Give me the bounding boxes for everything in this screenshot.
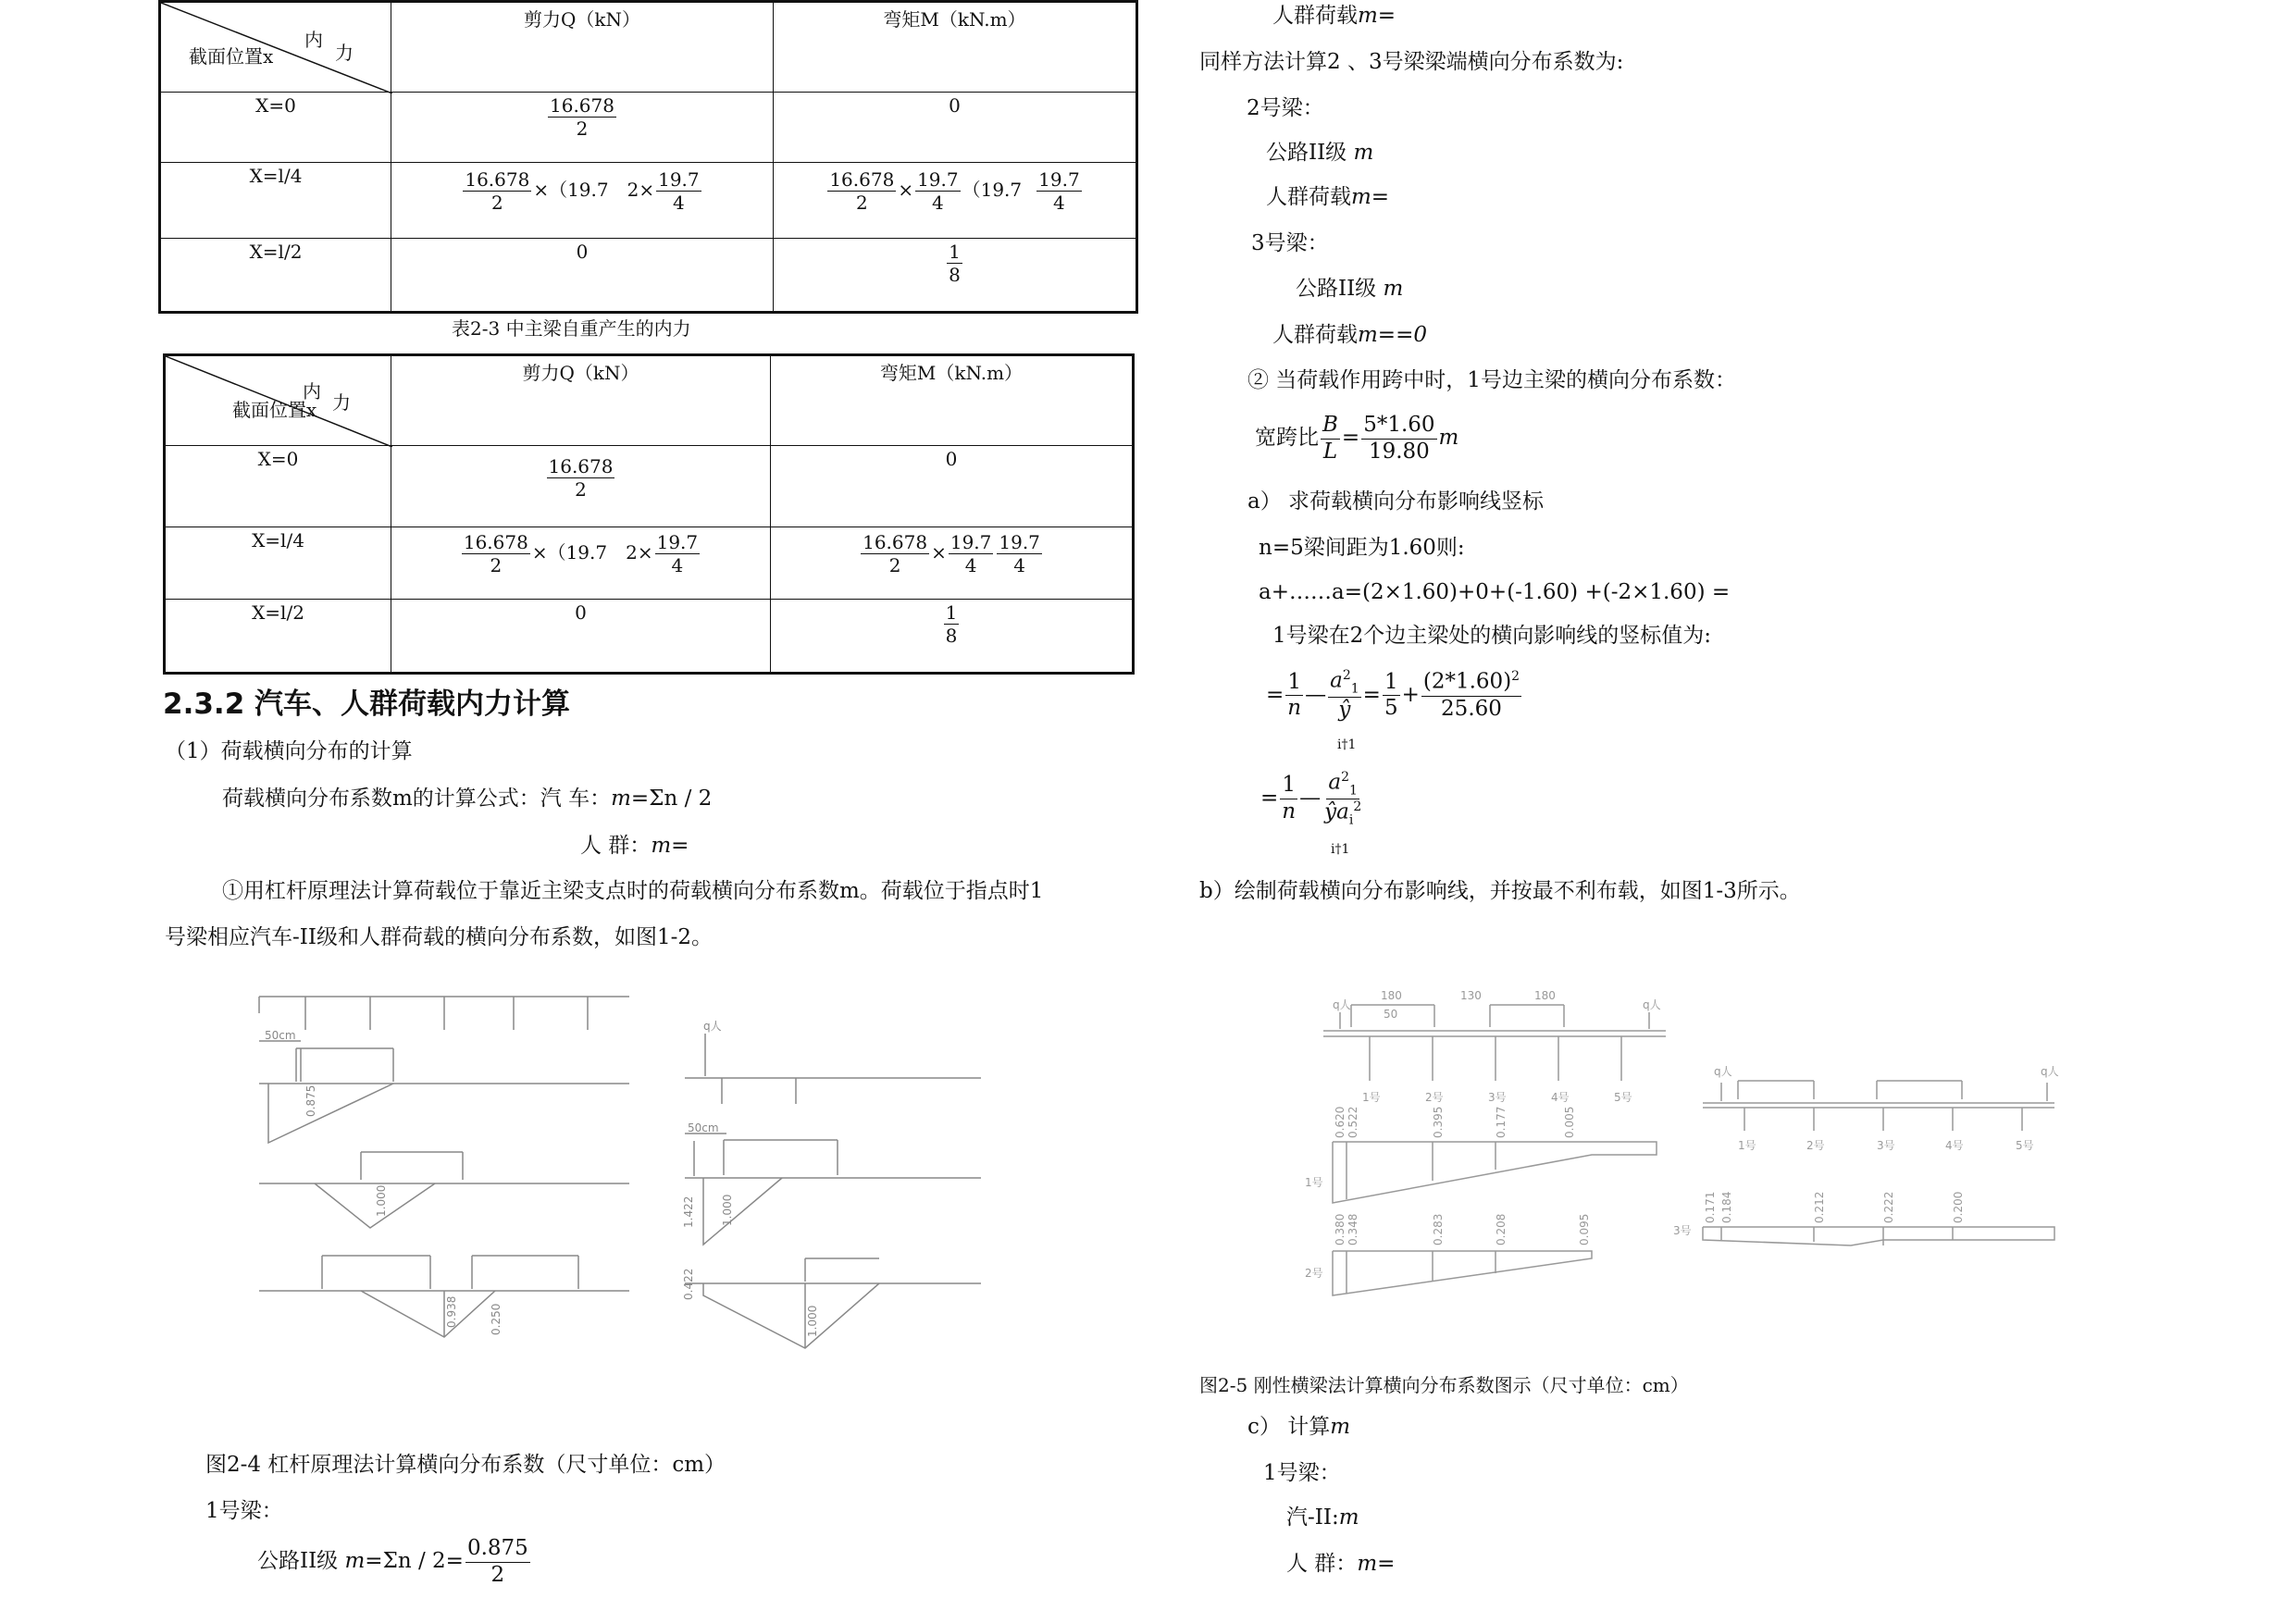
svg-text:q人: q人: [2041, 1065, 2059, 1078]
svg-text:180: 180: [1534, 989, 1556, 1002]
svg-text:0.283: 0.283: [1432, 1213, 1445, 1245]
formula-line: 荷载横向分布系数m的计算公式：汽 车：m=Σn / 2: [222, 787, 713, 811]
moment-cell: $\frac{16.678}{2}$ × $\frac{19.7}{4}$ （19.7 $\frac{19.7}{4}$: [774, 163, 1137, 239]
paragraph: 1号梁：: [205, 1499, 283, 1523]
formula-line: 公路II级 m: [1266, 141, 1374, 165]
formula-line: 人 群：m=: [580, 834, 689, 858]
table-row: [160, 239, 1137, 313]
section-cell: X=l/2: [165, 600, 391, 674]
formula-line: 宽跨比 $\frac{B}{L}$ = $\frac{5*1.60}{19.80}$ m: [1255, 413, 1459, 464]
svg-text:4号: 4号: [1945, 1139, 1964, 1152]
sum-index: i†1: [1331, 842, 1350, 857]
paragraph: 2号梁：: [1247, 96, 1324, 120]
svg-text:0.395: 0.395: [1432, 1106, 1445, 1138]
header-section-label: 截面位置x: [189, 45, 274, 68]
section-cell: X=l/4: [160, 163, 391, 239]
svg-text:0.212: 0.212: [1813, 1191, 1826, 1223]
shear-cell: $\frac{16.678}{2}$: [391, 446, 771, 527]
table-row: [165, 600, 1134, 674]
svg-text:1号: 1号: [1738, 1139, 1756, 1152]
svg-text:0.171: 0.171: [1704, 1191, 1717, 1223]
header-section-label: 截面位置x: [232, 399, 317, 421]
svg-text:q人: q人: [1714, 1065, 1732, 1078]
moment-cell: $\frac{16.678}{2}$ × $\frac{19.7}{4}$ $\frac{19.7}{4}$: [771, 527, 1134, 600]
svg-text:1号: 1号: [1362, 1091, 1381, 1104]
shear-cell: 0: [391, 239, 774, 313]
svg-text:0.380: 0.380: [1334, 1213, 1347, 1245]
paragraph: 3号梁：: [1251, 231, 1329, 255]
paragraph: b）绘制荷载横向分布影响线，并按最不利布载，如图1-3所示。: [1199, 879, 1801, 903]
svg-text:0.348: 0.348: [1347, 1213, 1359, 1245]
svg-text:180: 180: [1381, 989, 1402, 1002]
table-internal-force-1: [158, 0, 1138, 314]
svg-text:1号: 1号: [1305, 1176, 1323, 1189]
section-cell: X=l/4: [165, 527, 391, 600]
table-row: [160, 93, 1137, 163]
figure-caption: 图2-4 杠杆原理法计算横向分布系数（尺寸单位：cm）: [205, 1453, 726, 1477]
svg-text:0.422: 0.422: [682, 1268, 695, 1300]
column-header-shear: 剪力Q（kN）: [391, 355, 771, 446]
svg-text:q人: q人: [1333, 998, 1351, 1011]
paragraph: a） 求荷载横向分布影响线竖标: [1247, 489, 1545, 514]
formula-line: 公路II级 m=Σn / 2= $\frac{0.875}{2}$: [257, 1536, 528, 1587]
svg-text:2号: 2号: [1425, 1091, 1444, 1104]
header-diagonal-cell: [165, 355, 391, 446]
section-cell: X=l/2: [160, 239, 391, 313]
moment-cell: $\frac{1}{8}$: [771, 600, 1134, 674]
header-force-label: 力: [332, 391, 351, 414]
svg-text:4号: 4号: [1551, 1091, 1570, 1104]
svg-text:0.095: 0.095: [1578, 1213, 1591, 1245]
svg-text:0.250: 0.250: [490, 1303, 503, 1335]
svg-text:1.422: 1.422: [682, 1196, 695, 1228]
paragraph: ② 当荷载作用跨中时，1号边主梁的横向分布系数：: [1247, 368, 1736, 392]
paragraph: n=5梁间距为1.60则:: [1259, 536, 1465, 560]
svg-text:0.005: 0.005: [1563, 1106, 1576, 1138]
svg-text:5号: 5号: [1614, 1091, 1632, 1104]
svg-text:5号: 5号: [2016, 1139, 2034, 1152]
paragraph: 1号梁：: [1263, 1461, 1341, 1485]
section-heading: 2.3.2 汽车、人群荷载内力计算: [163, 688, 571, 721]
svg-text:3号: 3号: [1673, 1224, 1692, 1237]
table-caption: 表2-3 中主梁自重产生的内力: [452, 317, 691, 340]
sum-index: i†1: [1337, 737, 1357, 752]
paragraph: ①用杠杆原理法计算荷载位于靠近主梁支点时的荷载横向分布系数m。荷载位于指点时1: [222, 879, 1044, 903]
svg-text:3号: 3号: [1877, 1139, 1895, 1152]
svg-text:1.000: 1.000: [806, 1305, 819, 1337]
header-inner-label: 内: [304, 29, 323, 51]
svg-text:0.208: 0.208: [1495, 1213, 1508, 1245]
column-header-moment: 弯矩M（kN.m）: [771, 355, 1134, 446]
paragraph: 同样方法计算2 、3号梁梁端横向分布系数为:: [1199, 50, 1624, 74]
formula-line: c） 计算m: [1247, 1415, 1351, 1439]
svg-text:50: 50: [1384, 1008, 1398, 1021]
table-row: [165, 527, 1134, 600]
formula-influence-1: = $\frac{1}{n}$ — $\frac{a^2_1}{ŷ}$ = $\frac{1}{5}$ + $\frac{(2*1.60)^2}{25.60}$: [1266, 668, 1520, 723]
svg-text:q人: q人: [1643, 998, 1661, 1011]
paragraph: （1）荷载横向分布的计算: [165, 739, 413, 763]
formula-line: 人 群：m=: [1286, 1552, 1396, 1576]
formula-line: 人群荷载m=: [1266, 185, 1390, 209]
header-diagonal-cell: [160, 2, 391, 93]
header-force-label: 力: [335, 42, 354, 64]
svg-text:0.184: 0.184: [1720, 1191, 1733, 1223]
formula-line: 汽-II:m: [1286, 1505, 1359, 1530]
svg-text:130: 130: [1460, 989, 1482, 1002]
paragraph: 号梁相应汽车-II级和人群荷载的横向分布系数，如图1-2。: [165, 925, 713, 949]
svg-text:2号: 2号: [1806, 1139, 1825, 1152]
svg-text:q人: q人: [703, 1020, 722, 1033]
formula-line: 人群荷载m=: [1272, 4, 1396, 28]
shear-cell: 0: [391, 600, 771, 674]
formula-line: 人群荷载m==0: [1272, 323, 1427, 347]
column-header-shear: 剪力Q（kN）: [391, 2, 774, 93]
moment-cell: 0: [771, 446, 1134, 527]
table-row: [165, 446, 1134, 527]
table-row: [160, 163, 1137, 239]
paragraph: 1号梁在2个边主梁处的横向影响线的竖标值为:: [1272, 624, 1712, 648]
header-inner-label: 内: [303, 380, 321, 403]
section-cell: X=0: [165, 446, 391, 527]
figure-rigid-beam-method: [1296, 981, 2064, 1318]
svg-text:2号: 2号: [1305, 1267, 1323, 1280]
formula-line: 公路II级 m: [1296, 277, 1404, 301]
figure-lever-method: [250, 985, 1009, 1406]
shear-cell: $\frac{16.678}{2}$ ×（19.7 2× $\frac{19.7}{4}$: [391, 527, 771, 600]
shear-cell: $\frac{16.678}{2}$: [391, 93, 774, 163]
svg-text:0.177: 0.177: [1495, 1106, 1508, 1138]
svg-text:0.875: 0.875: [304, 1084, 317, 1117]
moment-cell: 0: [774, 93, 1137, 163]
svg-text:50cm: 50cm: [688, 1121, 719, 1134]
column-header-moment: 弯矩M（kN.m）: [774, 2, 1137, 93]
table-internal-force-2: [163, 353, 1135, 675]
shear-cell: $\frac{16.678}{2}$ ×（19.7 2× $\frac{19.7}{4}$: [391, 163, 774, 239]
svg-text:0.620: 0.620: [1334, 1106, 1347, 1138]
formula-line: a+……a=(2×1.60)+0+(-1.60) +(-2×1.60) =: [1259, 580, 1731, 604]
section-cell: X=0: [160, 93, 391, 163]
svg-text:0.938: 0.938: [445, 1295, 458, 1328]
figure-caption: 图2-5 刚性横梁法计算横向分布系数图示（尺寸单位：cm）: [1199, 1374, 1689, 1396]
dim-label: 50cm: [265, 1029, 296, 1042]
svg-text:3号: 3号: [1488, 1091, 1507, 1104]
svg-text:0.222: 0.222: [1882, 1191, 1895, 1223]
svg-text:1.000: 1.000: [375, 1184, 388, 1217]
svg-text:0.522: 0.522: [1347, 1106, 1359, 1138]
svg-text:0.200: 0.200: [1952, 1191, 1965, 1223]
formula-influence-2: = $\frac{1}{n}$ — $\frac{a^2_1}{ŷa_i^2}$: [1260, 770, 1362, 828]
moment-cell: $\frac{1}{8}$: [774, 239, 1137, 313]
svg-text:1.000: 1.000: [721, 1194, 734, 1226]
